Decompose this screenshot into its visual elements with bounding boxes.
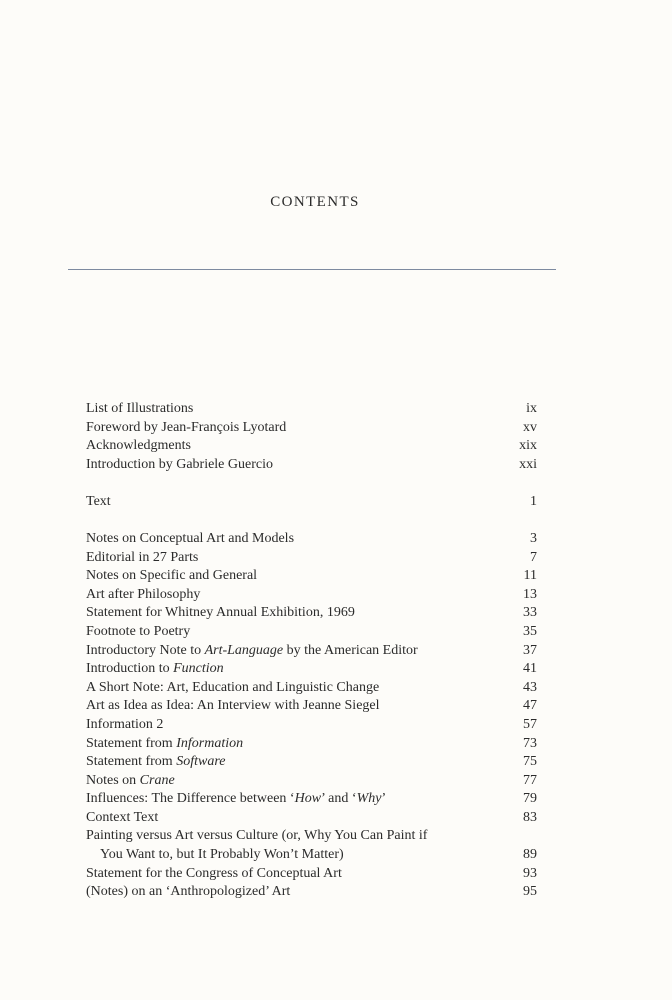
toc-entry-italic: Function	[173, 661, 224, 677]
toc-entry-page: ix	[526, 401, 537, 416]
toc-entry-text: Footnote to Poetry	[86, 623, 191, 639]
toc-entry-title	[86, 419, 523, 438]
toc-entry-text: Introductory Note to	[86, 642, 205, 658]
toc-entry-page: 95	[523, 884, 537, 900]
toc-entry-text: Statement from	[86, 754, 177, 770]
toc-entry-title	[86, 865, 523, 884]
toc-entry	[86, 419, 537, 438]
toc-entry-title	[86, 642, 523, 661]
toc-entry-title	[86, 790, 523, 809]
toc-entry	[86, 549, 537, 568]
toc-entry	[86, 697, 537, 716]
toc-entry	[86, 530, 537, 549]
toc-entry	[86, 753, 537, 772]
toc-entry	[86, 642, 537, 661]
toc-entry-text: Influences: The Difference between ‘	[86, 791, 295, 807]
toc-entry	[86, 716, 537, 735]
toc-entry-text: Statement for the Congress of Conceptual Art	[86, 865, 342, 881]
toc-entry-page: xxi	[519, 456, 537, 472]
toc-entry-text: Statement from	[86, 735, 177, 751]
toc-entry-title	[86, 400, 526, 419]
toc-entry	[86, 865, 537, 884]
toc-entry-text: Statement for Whitney Annual Exhibition, 1969	[86, 605, 355, 621]
toc-entry-page: 47	[523, 698, 537, 714]
toc-group	[86, 530, 537, 902]
toc-entry-page: 79	[523, 791, 537, 807]
toc-entry	[86, 604, 537, 623]
table-of-contents	[86, 400, 537, 920]
toc-entry	[86, 437, 537, 456]
toc-entry-title	[86, 753, 523, 772]
page-title: CONTENTS	[270, 194, 360, 210]
toc-entry	[86, 679, 537, 698]
toc-entry-page: 57	[523, 716, 537, 732]
toc-entry-text: Information 2	[86, 716, 164, 732]
toc-entry-italic: Software	[176, 754, 226, 770]
toc-entry-page: 43	[523, 679, 537, 695]
toc-entry-page: 33	[523, 605, 537, 621]
toc-entry-page: 37	[523, 642, 537, 658]
toc-entry-text: Introduction to	[86, 661, 174, 677]
toc-entry-continuation: You Want to, but It Probably Won’t Matter)	[100, 847, 344, 863]
toc-entry-text: Text	[86, 493, 111, 509]
toc-entry-title	[86, 549, 530, 568]
toc-entry	[86, 883, 537, 902]
toc-entry-page: 75	[523, 754, 537, 770]
toc-entry	[86, 567, 537, 586]
toc-entry-text: Art after Philosophy	[86, 586, 201, 602]
toc-entry-title	[86, 586, 523, 605]
toc-entry-text: Painting versus Art versus Culture (or, Why You Can Paint if	[86, 828, 428, 844]
toc-entry-italic: Why	[356, 791, 382, 807]
toc-entry-title	[86, 660, 523, 679]
toc-entry-title	[86, 735, 523, 754]
toc-entry-page: 41	[523, 661, 537, 677]
toc-entry	[86, 456, 537, 475]
toc-entry-title	[86, 493, 530, 512]
toc-group	[86, 493, 537, 512]
toc-entry-title	[86, 716, 523, 735]
toc-entry-title	[86, 809, 523, 828]
toc-entry-text: Notes on	[86, 772, 140, 788]
title-rule	[68, 269, 556, 270]
toc-entry-page: 7	[530, 549, 537, 565]
toc-entry	[86, 772, 537, 791]
toc-entry-title	[86, 623, 523, 642]
toc-entry-page: 35	[523, 623, 537, 639]
toc-entry-page: 77	[523, 772, 537, 788]
toc-entry-page: 1	[530, 493, 537, 509]
toc-entry-title	[86, 456, 519, 475]
toc-entry-page: 83	[523, 809, 537, 825]
toc-entry-title	[86, 772, 523, 791]
toc-entry-text: Foreword by Jean-François Lyotard	[86, 419, 287, 435]
toc-group	[86, 400, 537, 474]
toc-entry	[86, 400, 537, 419]
toc-entry-title	[86, 679, 523, 698]
toc-entry	[86, 790, 537, 809]
toc-entry-page: xix	[519, 438, 537, 454]
toc-entry-title	[86, 530, 530, 549]
toc-entry-text: List of Illustrations	[86, 401, 194, 416]
toc-entry	[86, 586, 537, 605]
toc-entry-text: by the American Editor	[283, 642, 418, 658]
toc-entry	[86, 660, 537, 679]
toc-entry-text: (Notes) on an ‘Anthropologized’ Art	[86, 884, 291, 900]
toc-entry-page: 89	[523, 847, 537, 863]
toc-entry-italic: Crane	[139, 772, 175, 788]
toc-entry-text: ’	[381, 791, 387, 807]
toc-entry-text: Notes on Conceptual Art and Models	[86, 530, 295, 546]
toc-entry-page: 93	[523, 865, 537, 881]
toc-entry-text: Introduction by Gabriele Guercio	[86, 456, 273, 472]
toc-entry-italic: Art-Language	[204, 642, 284, 658]
toc-entry-text: Editorial in 27 Parts	[86, 549, 199, 565]
toc-entry-page: 3	[530, 530, 537, 546]
toc-entry	[86, 493, 537, 512]
toc-entry-title	[86, 604, 523, 623]
toc-entry	[86, 623, 537, 642]
toc-entry-text: Notes on Specific and General	[86, 568, 258, 584]
toc-entry	[86, 735, 537, 754]
toc-entry-text: A Short Note: Art, Education and Linguistic Change	[86, 679, 380, 695]
toc-entry-italic: Information	[176, 735, 244, 751]
toc-entry-title	[86, 567, 524, 586]
toc-entry	[86, 809, 537, 828]
toc-entry	[86, 827, 537, 864]
toc-entry-page: 11	[523, 568, 537, 584]
toc-entry-title	[86, 827, 523, 864]
toc-entry-text: ’ and ‘	[321, 791, 357, 807]
toc-entry-text: Context Text	[86, 809, 159, 825]
toc-entry-page: xv	[523, 419, 537, 435]
toc-entry-title	[86, 437, 519, 456]
toc-entry-page: 73	[523, 735, 537, 751]
toc-entry-page: 13	[523, 586, 537, 602]
toc-entry-title	[86, 697, 523, 716]
toc-entry-italic: How	[294, 791, 322, 807]
toc-entry-title	[86, 883, 523, 902]
toc-entry-text: Art as Idea as Idea: An Interview with Jeanne Siegel	[86, 698, 380, 714]
toc-entry-text: Acknowledgments	[86, 438, 191, 454]
